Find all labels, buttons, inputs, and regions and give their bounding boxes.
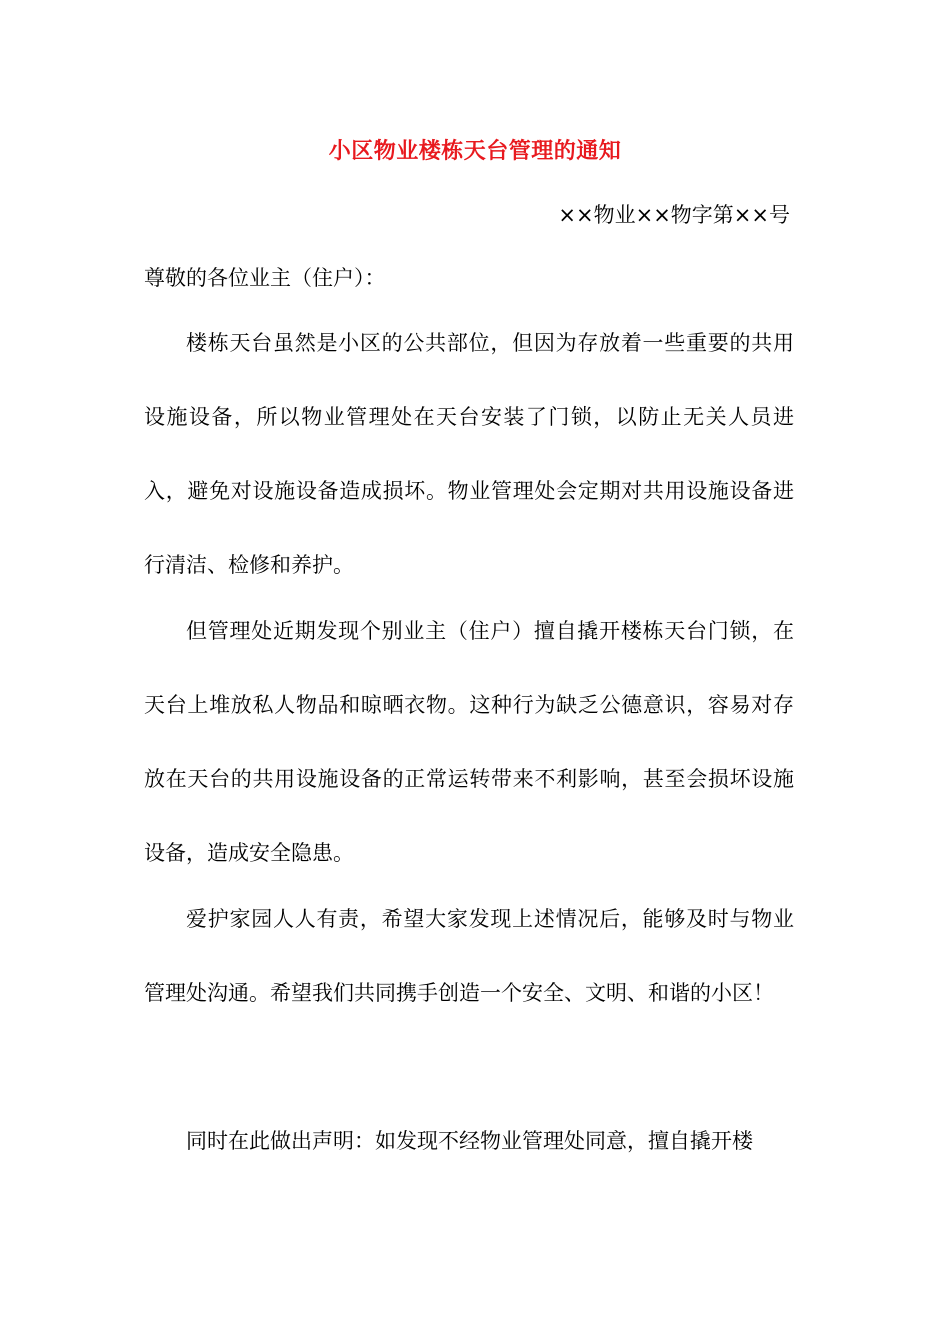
paragraph-3 xyxy=(144,882,794,1030)
paragraph-text: 楼栋天台虽然是小区的公共部位，但因为存放着一些重要的共用设施设备，所以物业管理处在天台安装了门锁，以防止无关人员进入，避免对设施设备造成损坏。物业管理处会定期对共用设施设备进行清洁、检修和养护。 xyxy=(144,331,794,577)
salutation: 尊敬的各位业主（住户）： xyxy=(144,266,386,290)
paragraph-1 xyxy=(144,306,794,602)
document-number: ××物业××物字第××号 xyxy=(558,203,790,227)
paragraph-text: 同时在此做出声明：如发现不经物业管理处同意，擅自撬开楼 xyxy=(186,1129,753,1153)
paragraph-2 xyxy=(144,594,794,890)
paragraph-text: 但管理处近期发现个别业主（住户）擅自撬开楼栋天台门锁，在天台上堆放私人物品和晾晒衣物。这种行为缺乏公德意识，容易对存放在天台的共用设施设备的正常运转带来不利影响，甚至会损坏设施设备，造成安全隐患。 xyxy=(144,619,794,865)
paragraph-text: 爱护家园人人有责，希望大家发现上述情况后，能够及时与物业管理处沟通。希望我们共同携手创造一个安全、文明、和谐的小区！ xyxy=(144,907,794,1005)
document-title: 小区物业楼栋天台管理的通知 xyxy=(328,139,622,164)
paragraph-4 xyxy=(144,1104,794,1178)
